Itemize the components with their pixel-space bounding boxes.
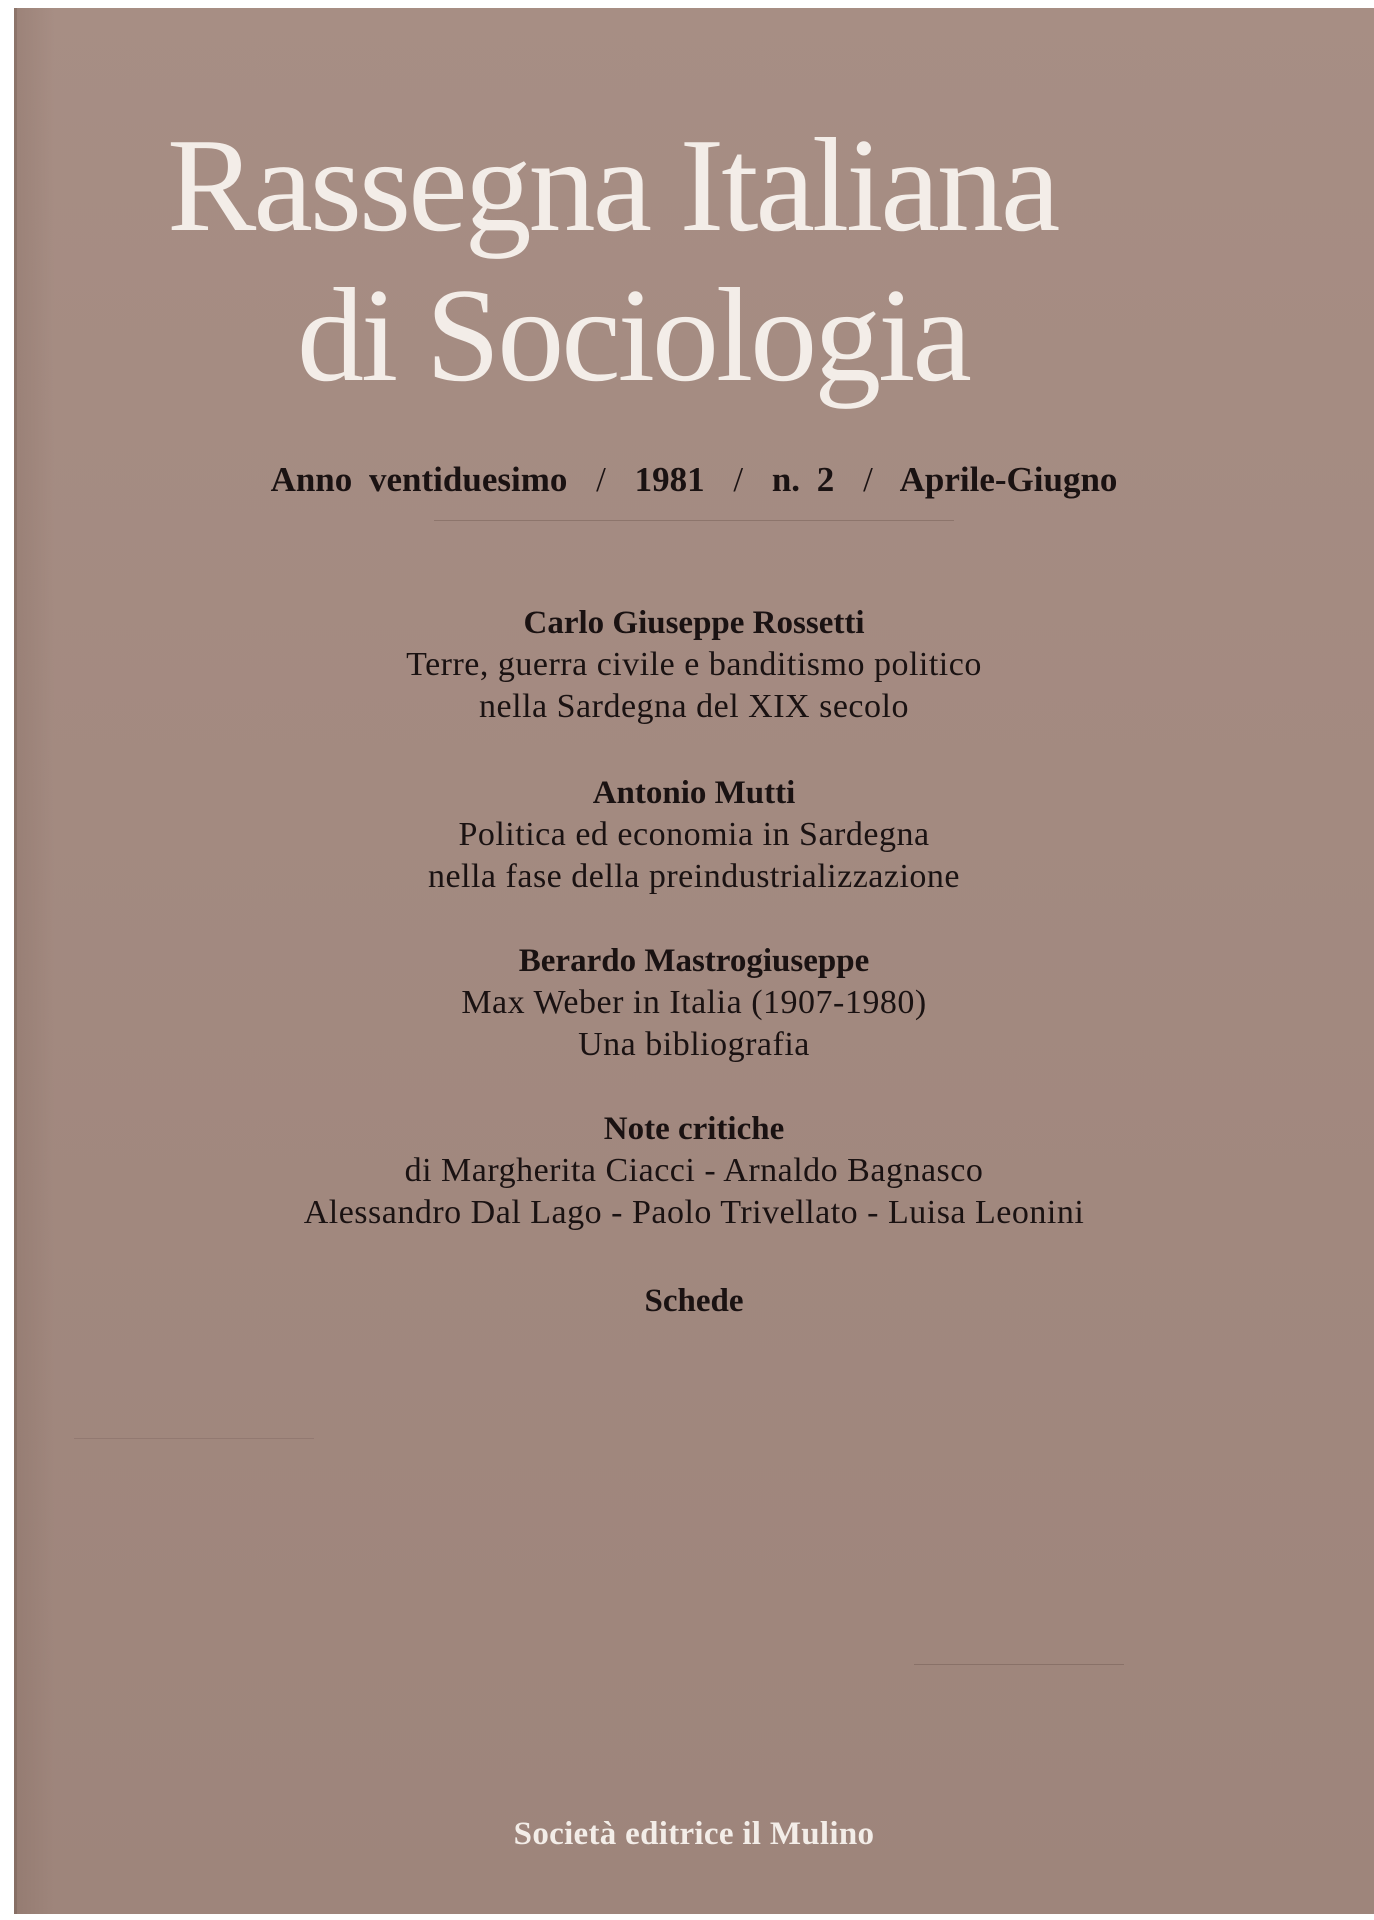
entry-title-line: Politica ed economia in Sardegna (458, 816, 930, 853)
contents-entry (14, 772, 1374, 898)
entry-title-line: Alessandro Dal Lago - Paolo Trivellato - Luisa Leonini (303, 1194, 1085, 1231)
entry-title-line: nella fase della preindustrializzazione (427, 858, 961, 895)
paper-crease (434, 520, 954, 521)
entry-author: Berardo Mastrogiuseppe (518, 943, 870, 979)
entry-author: Carlo Giuseppe Rossetti (523, 605, 865, 641)
issue-info (14, 460, 1374, 500)
issue-separator: / (596, 460, 606, 499)
paper-crease (74, 1438, 314, 1439)
entry-heading: Note critiche (603, 1111, 785, 1147)
entry-title-line: Max Weber in Italia (1907-1980) (461, 984, 927, 1021)
issue-year: 1981 (634, 460, 705, 499)
paper-crease (914, 1664, 1124, 1665)
journal-title-line-2: di Sociologia (297, 261, 969, 409)
issue-separator: / (863, 460, 873, 499)
entry-title-line: Terre, guerra civile e banditismo politico (406, 646, 982, 683)
journal-cover (14, 8, 1374, 1914)
publisher-name: Società editrice il Mulino (513, 1816, 875, 1852)
entry-title-line: nella Sardegna del XIX secolo (479, 688, 909, 725)
entry-title-line: Una bibliografia (578, 1026, 810, 1063)
journal-title-line-1: Rassegna Italiana (167, 111, 1058, 259)
entry-heading: Schede (644, 1283, 744, 1319)
entry-title-line: di Margherita Ciacci - Arnaldo Bagnasco (404, 1152, 984, 1189)
contents-entry (14, 1108, 1374, 1234)
issue-separator: / (733, 460, 744, 499)
contents-entry (14, 602, 1374, 728)
issue-period: Aprile-Giugno (899, 460, 1118, 499)
entry-author: Antonio Mutti (592, 775, 796, 811)
issue-year-label: Anno ventiduesimo (270, 460, 568, 499)
contents-entry (14, 1280, 1374, 1322)
contents-entry (14, 940, 1374, 1066)
issue-number: n. 2 (771, 460, 835, 499)
